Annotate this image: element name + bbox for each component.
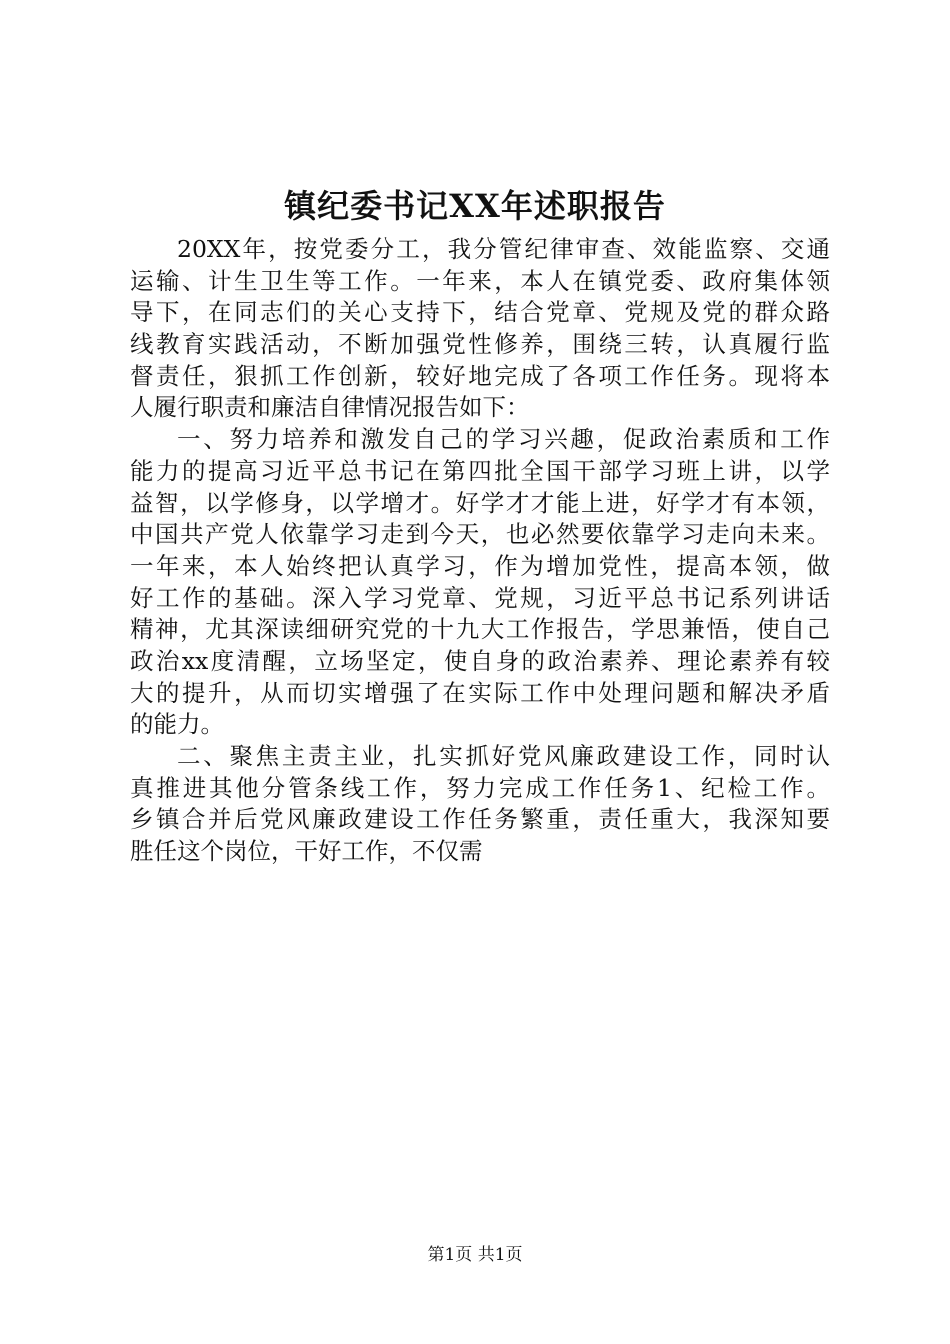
text-line: 益智，以学修身，以学增才。好学才才能上进，好学才有本领，: [130, 488, 830, 517]
text-line: 人履行职责和廉洁自律情况报告如下：: [130, 393, 530, 422]
text-line: 一、努力培养和激发自己的学习兴趣，促政治素质和工作: [177, 425, 830, 454]
text-line: 政治xx度清醒，立场坚定，使自身的政治素养、理论素养有较: [130, 646, 830, 675]
document-title: 镇纪委书记XX年述职报告: [284, 187, 666, 225]
document-body: [130, 234, 830, 868]
paragraph-1: [130, 234, 830, 424]
text-line: 胜任这个岗位，干好工作，不仅需: [130, 837, 483, 866]
paragraph-3: [130, 741, 830, 868]
text-line: 线教育实践活动，不断加强党性修养，围绕三转，认真履行监: [130, 330, 830, 359]
text-line: 20XX年，按党委分工，我分管纪律审查、效能监察、交通: [177, 235, 830, 263]
text-line: 好工作的基础。深入学习党章、党规，习近平总书记系列讲话: [130, 583, 830, 612]
paragraph-2: [130, 424, 830, 741]
text-line: 导下，在同志们的关心支持下，结合党章、党规及党的群众路: [130, 298, 830, 327]
text-line: 一年来，本人始终把认真学习，作为增加党性，提高本领，做: [130, 551, 830, 580]
text-line: 能力的提高习近平总书记在第四批全国干部学习班上讲，以学: [130, 456, 830, 485]
text-line: 精神，尤其深读细研究党的十九大工作报告，学思兼悟，使自己: [130, 615, 830, 644]
text-line: 大的提升，从而切实增强了在实际工作中处理问题和解决矛盾: [130, 678, 830, 707]
text-line: 督责任，狠抓工作创新，较好地完成了各项工作任务。现将本: [130, 361, 830, 390]
text-line: 运输、计生卫生等工作。一年来，本人在镇党委、政府集体领: [130, 266, 830, 295]
page-footer: 第1页 共1页: [427, 1245, 523, 1265]
text-line: 中国共产党人依靠学习走到今天，也必然要依靠学习走向未来。: [130, 520, 830, 549]
text-line: 的能力。: [130, 710, 224, 739]
text-line: 乡镇合并后党风廉政建设工作任务繁重，责任重大，我深知要: [130, 805, 830, 834]
text-line: 二、聚焦主责主业，扎实抓好党风廉政建设工作，同时认: [177, 742, 830, 770]
text-line: 真推进其他分管条线工作，努力完成工作任务1、纪检工作。: [130, 773, 830, 802]
